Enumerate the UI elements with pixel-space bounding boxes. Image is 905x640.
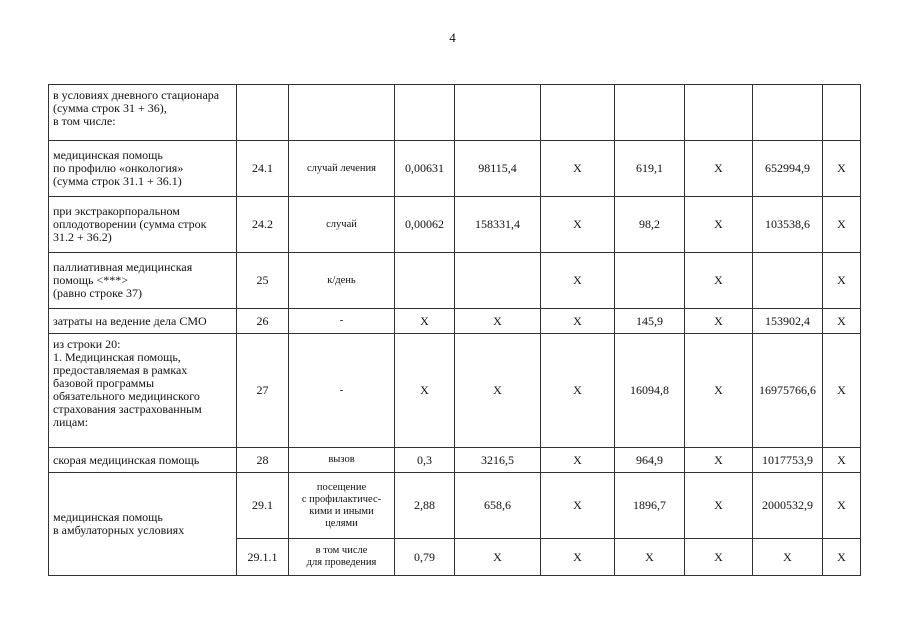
- table-cell: 658,6: [455, 473, 541, 539]
- table-cell: Х: [541, 448, 615, 473]
- table-cell: 0,00062: [395, 197, 455, 253]
- table-cell: Х: [823, 473, 861, 539]
- table-cell: 153902,4: [753, 309, 823, 334]
- table-row: [49, 85, 861, 141]
- table-cell: [455, 85, 541, 141]
- line-code-cell: 29.1: [237, 473, 289, 539]
- table-cell: Х: [455, 334, 541, 448]
- table-cell: [395, 85, 455, 141]
- line-code-cell: 28: [237, 448, 289, 473]
- table-cell: [395, 253, 455, 309]
- table-cell: 1017753,9: [753, 448, 823, 473]
- table-cell: 3216,5: [455, 448, 541, 473]
- table-row: [49, 253, 861, 309]
- row-label: медицинская помощь по профилю «онкология» (сумма строк 31.1 + 36.1): [49, 141, 237, 197]
- table-cell: Х: [685, 141, 753, 197]
- table-cell: 103538,6: [753, 197, 823, 253]
- table-cell: Х: [395, 334, 455, 448]
- unit-cell: [289, 85, 395, 141]
- line-code-cell: 27: [237, 334, 289, 448]
- unit-cell: вызов: [289, 448, 395, 473]
- table-cell: 16094,8: [615, 334, 685, 448]
- table-cell: 158331,4: [455, 197, 541, 253]
- row-label: затраты на ведение дела СМО: [49, 309, 237, 334]
- line-code-cell: 26: [237, 309, 289, 334]
- table-cell: [753, 253, 823, 309]
- table-row: [49, 197, 861, 253]
- line-code-cell: 29.1.1: [237, 539, 289, 576]
- table-cell: 145,9: [615, 309, 685, 334]
- table-cell: Х: [395, 309, 455, 334]
- row-label: паллиативная медицинская помощь <***> (равно строке 37): [49, 253, 237, 309]
- table-cell: Х: [541, 253, 615, 309]
- table-cell: [541, 85, 615, 141]
- table-cell: [823, 85, 861, 141]
- table-cell: 0,79: [395, 539, 455, 576]
- table-cell: Х: [541, 473, 615, 539]
- line-code-cell: 24.2: [237, 197, 289, 253]
- line-code-cell: 24.1: [237, 141, 289, 197]
- table-cell: Х: [541, 141, 615, 197]
- unit-cell: случай лечения: [289, 141, 395, 197]
- table-cell: Х: [753, 539, 823, 576]
- table-cell: [753, 85, 823, 141]
- table-cell: [685, 85, 753, 141]
- row-label: при экстракорпоральном оплодотворении (сумма строк 31.2 + 36.2): [49, 197, 237, 253]
- table-cell: Х: [823, 141, 861, 197]
- table-cell: Х: [823, 334, 861, 448]
- table-cell: Х: [823, 309, 861, 334]
- table-cell: Х: [685, 448, 753, 473]
- table-cell: 1896,7: [615, 473, 685, 539]
- table-cell: Х: [685, 539, 753, 576]
- line-code-cell: [237, 85, 289, 141]
- table-cell: 0,3: [395, 448, 455, 473]
- table-cell: 98115,4: [455, 141, 541, 197]
- table-cell: Х: [615, 539, 685, 576]
- unit-cell: посещение с профилактичес- кими и иными целями: [289, 473, 395, 539]
- row-label: медицинская помощь в амбулаторных условиях: [49, 473, 237, 576]
- table-cell: Х: [455, 309, 541, 334]
- line-code-cell: 25: [237, 253, 289, 309]
- table-cell: Х: [823, 197, 861, 253]
- unit-cell: -: [289, 309, 395, 334]
- table-cell: 16975766,6: [753, 334, 823, 448]
- table-cell: [615, 253, 685, 309]
- row-label: в условиях дневного стационара (сумма строк 31 + 36), в том числе:: [49, 85, 237, 141]
- table-cell: 2000532,9: [753, 473, 823, 539]
- table-cell: 0,00631: [395, 141, 455, 197]
- unit-cell: -: [289, 334, 395, 448]
- table-cell: 2,88: [395, 473, 455, 539]
- table-cell: Х: [823, 448, 861, 473]
- table-cell: Х: [823, 539, 861, 576]
- table-cell: Х: [541, 539, 615, 576]
- table-row: [49, 448, 861, 473]
- row-label: скорая медицинская помощь: [49, 448, 237, 473]
- table-cell: Х: [541, 334, 615, 448]
- table-row: [49, 473, 861, 539]
- unit-cell: к/день: [289, 253, 395, 309]
- unit-cell: случай: [289, 197, 395, 253]
- table-cell: Х: [541, 197, 615, 253]
- table-row: [49, 309, 861, 334]
- table-cell: 98,2: [615, 197, 685, 253]
- table-cell: Х: [685, 253, 753, 309]
- unit-cell: в том числе для проведения: [289, 539, 395, 576]
- table-cell: Х: [823, 253, 861, 309]
- table-cell: [455, 253, 541, 309]
- table-cell: [615, 85, 685, 141]
- table-cell: Х: [455, 539, 541, 576]
- table-cell: Х: [685, 334, 753, 448]
- data-table: [48, 84, 861, 576]
- table-row: [49, 334, 861, 448]
- table-row: [49, 141, 861, 197]
- page-number: 4: [449, 30, 456, 45]
- table-cell: Х: [541, 309, 615, 334]
- table-cell: 964,9: [615, 448, 685, 473]
- table-cell: 652994,9: [753, 141, 823, 197]
- table-cell: Х: [685, 197, 753, 253]
- table-cell: Х: [685, 473, 753, 539]
- table-cell: Х: [685, 309, 753, 334]
- row-label: из строки 20: 1. Медицинская помощь, предоставляемая в рамках базовой программы обязательного медицинского страхования застрахованным лицам:: [49, 334, 237, 448]
- table-cell: 619,1: [615, 141, 685, 197]
